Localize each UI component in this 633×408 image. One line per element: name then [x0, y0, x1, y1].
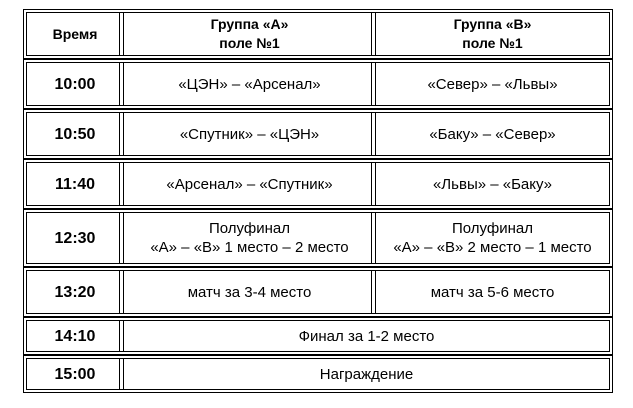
- group-a-semifinal: [123, 213, 375, 263]
- group-a-match: «Спутник» – «ЦЭН»: [123, 113, 375, 155]
- header-row: [26, 12, 610, 56]
- time-cell: 12:30: [54, 229, 96, 247]
- semifinal-detail: «А» – «В» 1 место – 2 место: [150, 239, 349, 256]
- time-cell: 13:20: [54, 283, 96, 301]
- group-b-semifinal: [375, 213, 609, 263]
- group-b-title: Группа «В»: [453, 16, 532, 32]
- semifinal-detail: «А» – «В» 2 место – 1 место: [393, 239, 592, 256]
- group-a-header: [123, 13, 375, 55]
- schedule-table: [24, 12, 612, 390]
- semifinal-label: Полуфинал: [209, 220, 290, 237]
- table-row: [26, 62, 610, 106]
- table-row: [26, 358, 610, 390]
- group-b-match: «Баку» – «Север»: [375, 113, 609, 155]
- table-row: [26, 320, 610, 352]
- group-b-match: матч за 5-6 место: [375, 271, 609, 313]
- table-row: [26, 162, 610, 206]
- group-b-header: [375, 13, 609, 55]
- group-b-match: «Львы» – «Баку»: [375, 163, 609, 205]
- time-header: Время: [52, 25, 98, 42]
- group-a-match: «Арсенал» – «Спутник»: [123, 163, 375, 205]
- time-cell: 10:50: [54, 125, 96, 143]
- final-cell: Финал за 1-2 место: [123, 321, 609, 351]
- group-a-field: поле №1: [219, 35, 280, 51]
- semifinal-label: Полуфинал: [452, 220, 533, 237]
- group-b-field: поле №1: [462, 35, 523, 51]
- table-row: [26, 270, 610, 314]
- time-cell: 15:00: [54, 365, 96, 383]
- time-cell: 14:10: [54, 327, 96, 345]
- time-cell: 11:40: [54, 175, 96, 193]
- table-row: [26, 112, 610, 156]
- awards-cell: Награждение: [123, 359, 609, 389]
- table-row: [26, 212, 610, 264]
- time-cell: 10:00: [54, 75, 96, 93]
- group-a-title: Группа «А»: [210, 16, 289, 32]
- group-a-match: «ЦЭН» – «Арсенал»: [123, 63, 375, 105]
- group-b-match: «Север» – «Львы»: [375, 63, 609, 105]
- group-a-match: матч за 3-4 место: [123, 271, 375, 313]
